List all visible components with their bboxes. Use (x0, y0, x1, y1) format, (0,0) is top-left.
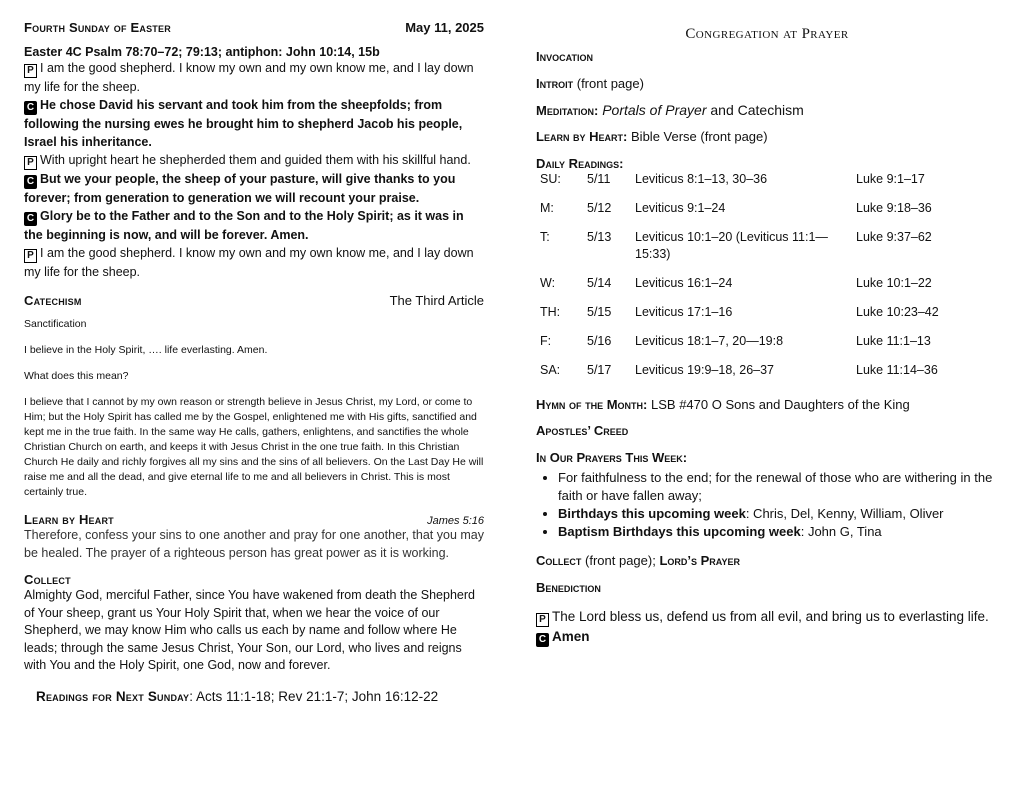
reading-date: 5/14 (587, 276, 612, 290)
left-column (24, 20, 484, 704)
psalm-line-text: Glory be to the Father and to the Son and to the Holy Spirit; as it was in the beginning is now, and will be forever. Amen. (24, 209, 464, 242)
reading-day: SU: (540, 172, 561, 186)
psalm-line-text: I am the good shepherd. I know my own and my own know me, and I lay down my life for the sheep. (24, 246, 474, 279)
table-row (540, 229, 996, 275)
table-row (540, 304, 996, 333)
reading-date: 5/17 (587, 363, 612, 377)
next-readings: Readings for Next Sunday: Acts 11:1-18; Rev 21:1-7; John 16:12-22 (36, 688, 439, 704)
collect-label: Collect (536, 553, 582, 568)
right-column (536, 26, 998, 647)
psalm-line (24, 170, 484, 207)
pastor-icon: P (24, 249, 37, 263)
pastor-icon: P (536, 613, 549, 627)
hymn-of-month (536, 397, 998, 412)
meditation (536, 102, 998, 118)
benediction (536, 580, 998, 595)
baptism-label: Baptism Birthdays this upcoming week (558, 524, 801, 539)
reading-date: 5/12 (587, 201, 612, 215)
hymn-text: LSB #470 O Sons and Daughters of the King (651, 397, 910, 412)
prayers-label: In Our Prayers This Week: (536, 450, 688, 465)
reading-ot: Leviticus 9:1–24 (635, 201, 726, 215)
learn-by-heart-text: Therefore, confess your sins to one another and pray for one another, that you may be healed. The prayer of a righteous person has great power as it is working. (24, 528, 484, 560)
list-item (558, 505, 998, 523)
learn-by-heart-ref: James 5:16 (427, 515, 484, 527)
collect-text: Almighty God, merciful Father, since You have wakened from death the Shepherd of Your sheep, grant us Your Holy Spirit that, when we hear the voice of our Shepherd, we may know Him who calls us each by name and follow where He leads; through the same Jesus Christ, Your Son, our Lord, who lives and reigns with You and the Holy Spirit, one God, now and forever. (24, 588, 475, 672)
reading-day: F: (540, 334, 552, 348)
learn-by-heart-header (24, 512, 484, 527)
daily-readings-table (540, 171, 996, 391)
catechism-article: The Third Article (389, 293, 484, 308)
introit-label: Introit (536, 76, 574, 91)
psalm-line (24, 96, 484, 151)
lbh-label: Learn by Heart: (536, 129, 628, 144)
reading-ot: Leviticus 8:1–13, 30–36 (635, 172, 768, 186)
birthdays-label: Birthdays this upcoming week (558, 506, 746, 521)
reading-day: M: (540, 201, 554, 215)
creed (536, 423, 998, 438)
table-row (540, 275, 996, 304)
reading-nt: Luke 11:14–36 (856, 363, 938, 377)
learn-by-heart-label: Learn by Heart (24, 512, 114, 527)
congregation-icon: C (24, 175, 37, 189)
congregation-icon: C (536, 633, 549, 647)
invocation (536, 49, 998, 64)
reading-nt: Luke 9:18–36 (856, 201, 932, 215)
blessing-text: The Lord bless us, defend us from all evil, and bring us to everlasting life. (552, 609, 989, 624)
psalm-line (24, 151, 484, 170)
catechism-creed: I believe in the Holy Spirit, …. life everlasting. Amen. (24, 344, 268, 356)
catechism-header (24, 293, 484, 308)
section-title: Congregation at Prayer (685, 26, 849, 42)
list-item (558, 523, 998, 541)
reading-day: T: (540, 230, 550, 244)
psalm-line-text: But we your people, the sheep of your pasture, will give thanks to you forever; from generation to generation we will recount your praise. (24, 172, 456, 205)
catechism-question: What does this mean? (24, 370, 129, 382)
prayers-list (536, 469, 998, 541)
reading-ot: Leviticus 17:1–16 (635, 305, 733, 319)
reading-date: 5/11 (587, 172, 611, 186)
prayer-text: For faithfulness to the end; for the renewal of those who are withering in the faith or have fallen away; (558, 470, 993, 503)
prayers-heading (536, 450, 998, 465)
collect-label: Collect (24, 572, 71, 587)
reading-date: 5/16 (587, 334, 612, 348)
reading-day: W: (540, 276, 556, 290)
psalm-line (24, 59, 484, 96)
reading-ot: Leviticus 10:1–20 (Leviticus 11:1—15:33) (635, 230, 828, 261)
service-date: May 11, 2025 (405, 20, 484, 35)
lords-prayer-label: Lord’s Prayer (659, 553, 740, 568)
psalm-line (24, 244, 484, 281)
meditation-rest: and Catechism (710, 102, 804, 118)
baptism-names: : John G, Tina (800, 524, 882, 539)
reading-nt: Luke 9:1–17 (856, 172, 925, 186)
amen-text: Amen (552, 629, 590, 644)
reading-nt: Luke 10:1–22 (856, 276, 932, 290)
lbh-text: Bible Verse (front page) (631, 129, 768, 144)
benediction-label: Benediction (536, 580, 601, 595)
reading-date: 5/13 (587, 230, 612, 244)
daily-readings-heading (536, 156, 998, 171)
psalm-line (24, 207, 484, 244)
table-row (540, 362, 996, 391)
reading-day: SA: (540, 363, 561, 377)
psalm-line-text: With upright heart he shepherded them and guided them with his skillful hand. (40, 153, 471, 167)
table-row (540, 171, 996, 200)
invocation-label: Invocation (536, 49, 593, 64)
introit-note: (front page) (576, 76, 644, 91)
reading-nt: Luke 10:23–42 (856, 305, 939, 319)
psalm-line-text: I am the good shepherd. I know my own and my own know me, and I lay down my life for the sheep. (24, 61, 474, 94)
page-header (24, 20, 484, 35)
table-row (540, 333, 996, 362)
hymn-label: Hymn of the Month: (536, 397, 648, 412)
amen-line (536, 629, 998, 647)
reading-date: 5/15 (587, 305, 612, 319)
reading-nt: Luke 11:1–13 (856, 334, 931, 348)
collect-note: (front page); (585, 553, 656, 568)
pastor-icon: P (24, 64, 37, 78)
reading-nt: Luke 9:37–62 (856, 230, 932, 244)
psalm-title: Easter 4C Psalm 78:70–72; 79:13; antiphon: John 10:14, 15b (24, 45, 380, 59)
next-readings-label: Readings for Next Sunday (36, 688, 190, 704)
congregation-icon: C (24, 212, 37, 226)
reading-ot: Leviticus 19:9–18, 26–37 (635, 363, 774, 377)
catechism-answer: I believe that I cannot by my own reason or strength believe in Jesus Christ, my Lord, or come to Him; but the Holy Spirit has called me by the Gospel, enlightened me with His gifts, sanctified and kept me in the true faith. In the same way He calls, gathers, enlightens, and sanctifies the whole Christian Church on earth, and keeps it with Jesus Christ in the one true faith. In this Christian Church He daily and richly forgives all my sins and the sins of all believers. On the Last Day He will raise me and all the dead, and give eternal life to me and all believers in Christ. This is most certainly true. (24, 396, 484, 498)
congregation-icon: C (24, 101, 37, 115)
reading-ot: Leviticus 18:1–7, 20—19:8 (635, 334, 784, 348)
catechism-label: Catechism (24, 293, 82, 308)
reading-ot: Leviticus 16:1–24 (635, 276, 733, 290)
meditation-label: Meditation: (536, 103, 599, 118)
collect-line (536, 553, 998, 568)
psalm-responsive (24, 59, 484, 281)
psalm-line-text: He chose David his servant and took him from the sheepfolds; from following the nursing ewes he brought him to shepherd Jacob his people, Israel his inheritance. (24, 98, 463, 149)
meditation-title: Portals of Prayer (602, 102, 707, 118)
birthdays-names: : Chris, Del, Kenny, William, Oliver (745, 506, 944, 521)
blessing (536, 607, 998, 627)
introit (536, 76, 998, 91)
pastor-icon: P (24, 156, 37, 170)
sunday-title: Fourth Sunday of Easter (24, 20, 171, 35)
creed-label: Apostles’ Creed (536, 423, 629, 438)
table-row (540, 200, 996, 229)
next-readings-text: Acts 11:1-18; Rev 21:1-7; John 16:12-22 (196, 688, 439, 704)
list-item (558, 469, 998, 505)
learn-by-heart (536, 129, 998, 144)
reading-day: TH: (540, 305, 561, 319)
catechism-subtitle: Sanctification (24, 318, 87, 330)
daily-readings-label: Daily Readings: (536, 156, 624, 171)
